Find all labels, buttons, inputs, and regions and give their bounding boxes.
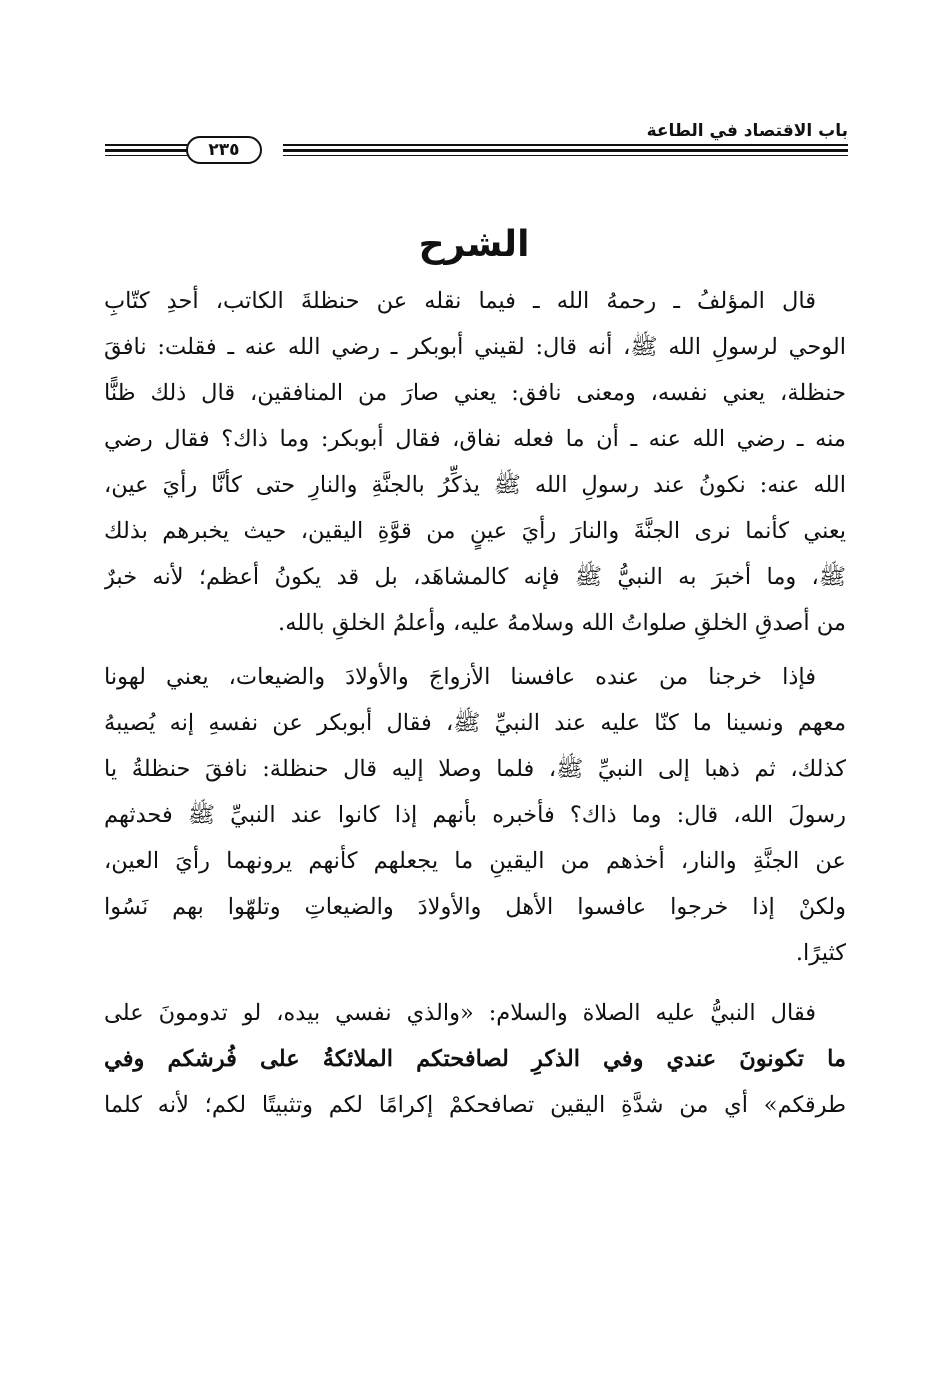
text-line: فإذا خرجنا من عنده عافسنا الأزواجَ والأولادَ والضيعات، يعني لهونا [104,664,816,690]
text-line: طرقكم» أي من شدَّةِ اليقين تصافحكمْ إكرامًا لكم وتثبيتًا لكم؛ لأنه كلما [104,1092,846,1118]
header-rule-right [283,142,848,158]
text-line: معهم ونسينا ما كنّا عليه عند النبيِّ ﷺ، فقال أبوبكر عن نفسهِ إنه يُصيبهُ [104,710,846,736]
text-line: ولكنْ إذا خرجوا عافسوا الأهل والأولادَ والضيعاتِ وتلهّوا بهم نَسُوا [104,894,846,920]
running-title: باب الاقتصاد في الطاعة [646,121,848,141]
text-line: الوحي لرسولِ الله ﷺ، أنه قال: لقيني أبوبكر ـ رضي الله عنه ـ فقلت: نافقَ [104,334,846,360]
text-line: كثيرًا. [795,940,846,966]
text-line: ﷺ، وما أخبرَ به النبيُّ ﷺ فإنه كالمشاهَد، بل قد يكونُ أعظم؛ لأنه خبرٌ [104,564,846,590]
section-heading: الشرح [418,224,530,265]
text-line: رسولَ الله، قال: وما ذاك؟ فأخبره بأنهم إذا كانوا عند النبيِّ ﷺ فحدثهم [104,802,846,828]
text-line: عن الجنَّةِ والنار، أخذهم من اليقينِ ما يجعلهم كأنهم يرونهما رأيَ العين، [104,848,846,874]
text-line: قال المؤلفُ ـ رحمهُ الله ـ فيما نقله عن حنظلةَ الكاتب، أحدِ كتّابِ [104,288,816,314]
page-number-badge: ٢٣٥ [186,136,262,164]
text-line: كذلك، ثم ذهبا إلى النبيِّ ﷺ، فلما وصلا إليه قال حنظلة: نافقَ حنظلةُ يا [104,756,846,782]
text-line: الله عنه: نكونُ عند رسولِ الله ﷺ يذكِّرُ بالجنَّةِ والنارِ حتى كأنَّا رأيَ عين، [104,472,846,498]
text-line: ما تكونونَ عندي وفي الذكرِ لصافحتكم الملائكةُ على فُرشكم وفي [104,1046,846,1072]
paragraph-1 [104,278,846,646]
text-line: منه ـ رضي الله عنه ـ أن ما فعله نفاق، فقال أبوبكر: وما ذاك؟ فقال رضي [104,426,846,452]
body-text [104,278,846,1128]
text-line: من أصدقِ الخلقِ صلواتُ الله وسلامهُ عليه، وأعلمُ الخلقِ بالله. [278,610,846,636]
text-line: حنظلة، يعني نفسه، ومعنى نافق: يعني صارَ من المنافقين، قال ذلك ظنًّا [104,380,846,406]
text-line: فقال النبيُّ عليه الصلاة والسلام: «والذي نفسي بيده، لو تدومونَ على [104,1000,816,1026]
header-rule-left [105,142,187,158]
paragraph-3 [104,990,846,1128]
text-line: يعني كأنما نرى الجنَّةَ والنارَ رأيَ عينٍ من قوَّةِ اليقين، حيث يخبرهم بذلك [104,518,846,544]
paragraph-2 [104,654,846,976]
